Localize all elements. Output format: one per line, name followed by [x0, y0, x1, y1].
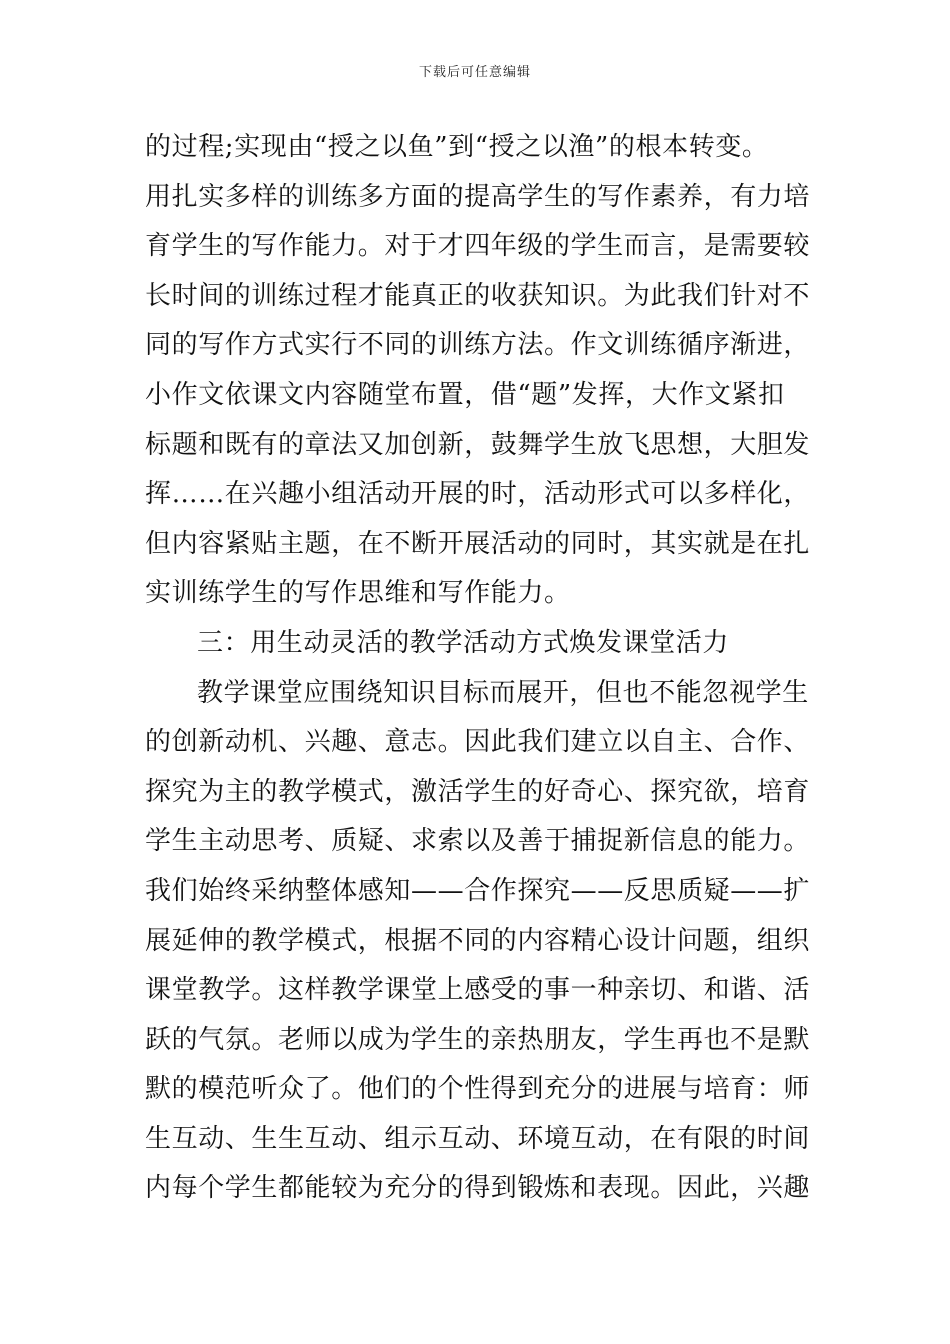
- text-line: 学生主动思考、质疑、求索以及善于捕捉新信息的能力。: [145, 826, 811, 857]
- text-line: 课堂教学。这样教学课堂上感受的事一种亲切、和谐、活: [145, 975, 811, 1006]
- text-line: 生互动、生生互动、组示互动、环境互动，在有限的时间: [145, 1123, 811, 1154]
- text-line: 长时间的训练过程才能真正的收获知识。为此我们针对不: [145, 280, 811, 311]
- text-line: 探究为主的教学模式，激活学生的好奇心、探究欲，培育: [145, 776, 811, 807]
- text-line: 的创新动机、兴趣、意志。因此我们建立以自主、合作、: [145, 727, 811, 758]
- text-line: 但内容紧贴主题，在不断开展活动的同时，其实就是在扎: [145, 528, 811, 559]
- text-line: 我们始终采纳整体感知——合作探究——反思质疑——扩: [145, 875, 811, 906]
- paragraph-first-line: 教学课堂应围绕知识目标而展开，但也不能忽视学生: [197, 677, 809, 708]
- text-line: 育学生的写作能力。对于才四年级的学生而言，是需要较: [145, 231, 811, 262]
- section-heading: 三：用生动灵活的教学活动方式焕发课堂活力: [197, 627, 730, 658]
- text-line: 的过程;实现由“授之以鱼”到“授之以渔”的根本转变。: [145, 132, 769, 162]
- page-header: 下载后可任意编辑: [418, 65, 531, 80]
- text-line: 同的写作方式实行不同的训练方法。作文训练循序渐进，: [145, 330, 811, 361]
- text-line: 默的模范听众了。他们的个性得到充分的进展与培育：师: [145, 1074, 811, 1105]
- document-body: [145, 123, 815, 1214]
- text-line: 展延伸的教学模式，根据不同的内容精心设计问题，组织: [145, 925, 811, 956]
- text-line: 内每个学生都能较为充分的得到锻炼和表现。因此，兴趣: [145, 1173, 811, 1204]
- text-line: 用扎实多样的训练多方面的提高学生的写作素养，有力培: [145, 181, 811, 212]
- text-line: 跃的气氛。老师以成为学生的亲热朋友，学生再也不是默: [145, 1024, 811, 1055]
- text-line: 标题和既有的章法又加创新，鼓舞学生放飞思想，大胆发: [145, 429, 811, 460]
- text-line: 小作文依课文内容随堂布置，借“题”发挥，大作文紧扣: [145, 379, 785, 410]
- text-line: 挥……在兴趣小组活动开展的时，活动形式可以多样化，: [145, 479, 811, 510]
- text-line: 实训练学生的写作思维和写作能力。: [145, 578, 571, 609]
